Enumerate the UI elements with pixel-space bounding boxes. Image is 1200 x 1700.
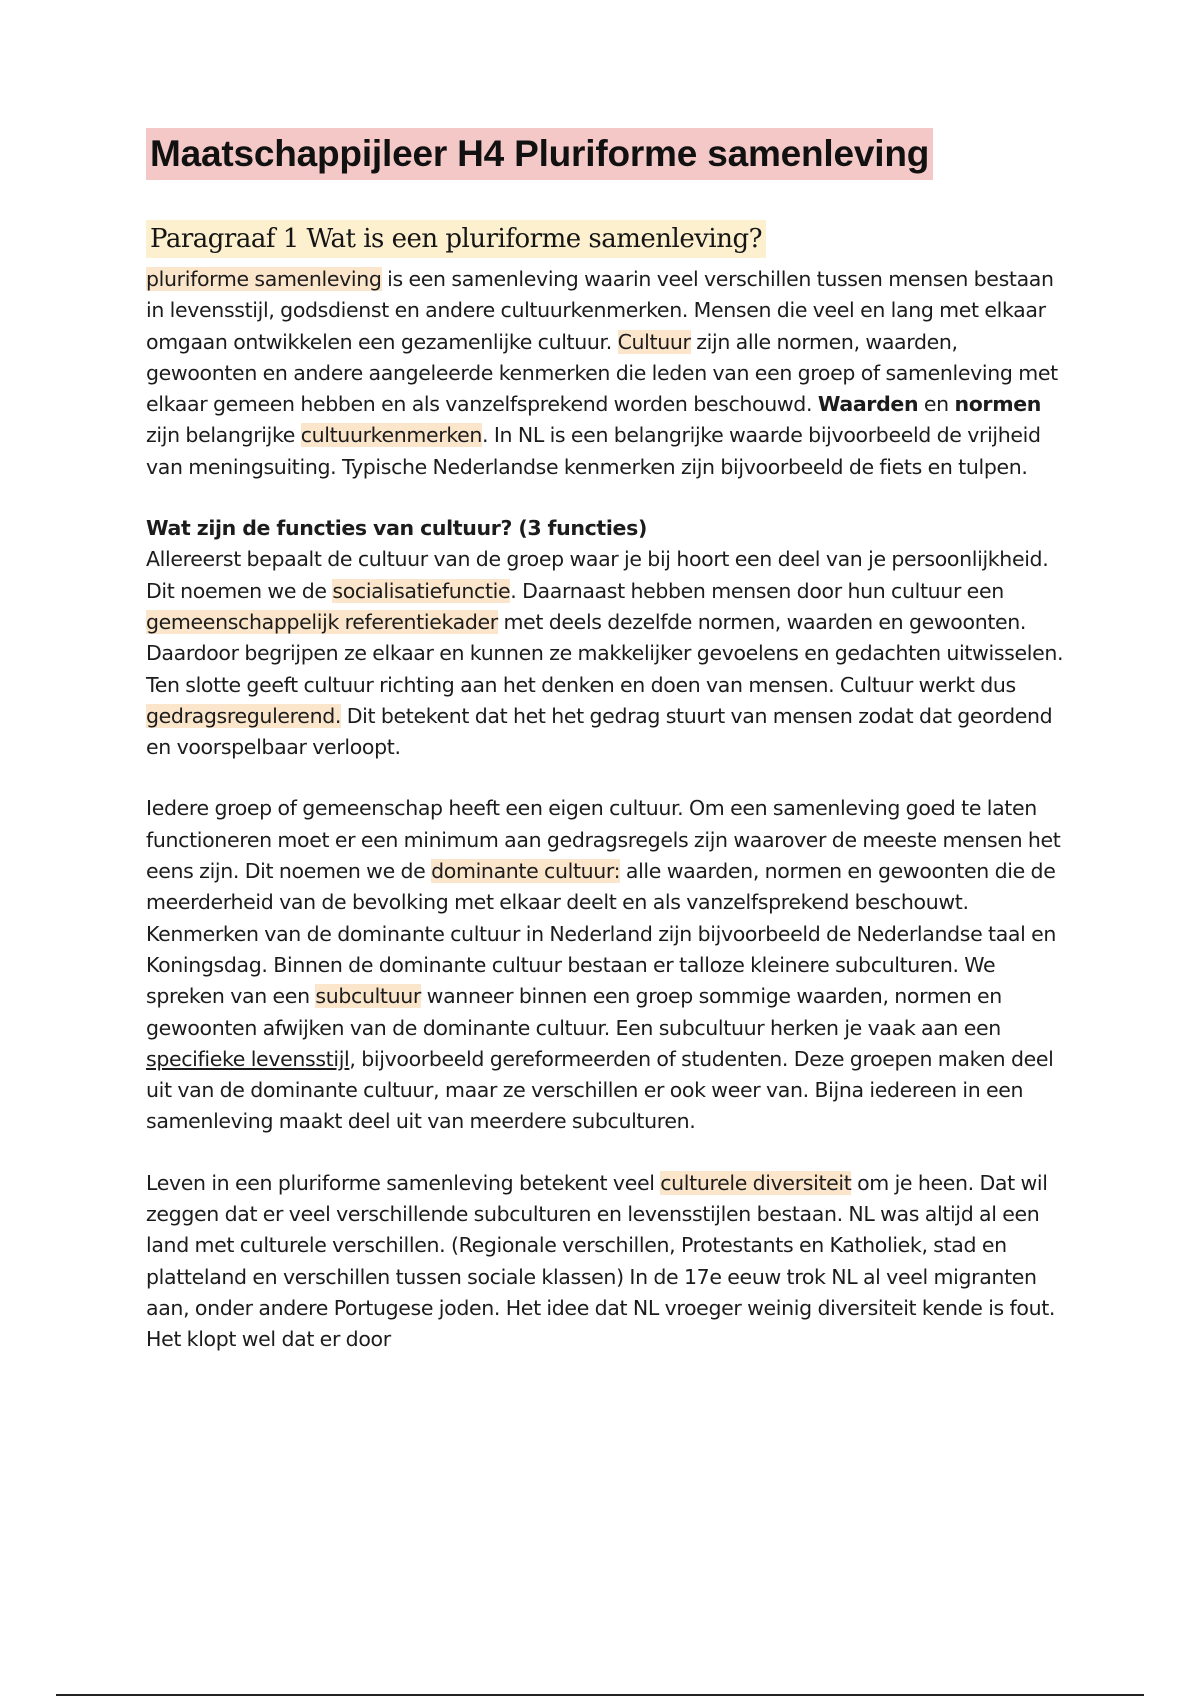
highlight-dominante-cultuur: dominante cultuur: — [431, 859, 621, 884]
functions-heading: Wat zijn de functies van cultuur? (3 functies) — [146, 516, 647, 541]
highlight-cultuurkenmerken: cultuurkenmerken — [300, 423, 483, 448]
paragraph-functies — [146, 544, 1066, 763]
paragraph-text: Leven in een pluriforme samenleving betekent veel — [146, 1170, 661, 1195]
highlight-referentiekader: gemeenschappelijk referentiekader — [146, 609, 498, 634]
paragraph-text: Allereerst bepaalt de cultuur van de groep waar je bij hoort een deel van je persoonlijkheid. Dit noemen we de — [146, 547, 1049, 603]
highlight-gedragsregulerend: gedragsregulerend. — [146, 703, 342, 728]
paragraph-text: Iedere groep of gemeenschap heeft een eigen cultuur. Om een samenleving goed te laten functioneren moet er een minimum aan gedragsregels zijn waarover de meeste mensen het eens zijn. Dit noemen we de — [146, 796, 1061, 884]
paragraph-text: met deels dezelfde normen, waarden en gewoonten. Daardoor begrijpen ze elkaar en kunnen ze makkelijker gevoelens en gedachten uitwisselen. Ten slotte geeft cultuur richting aan het denken en doen van mensen. Cultuur werkt dus — [146, 609, 1064, 697]
highlight-subcultuur: subcultuur — [315, 984, 421, 1009]
paragraph-text: om je heen. Dat wil zeggen dat er veel verschillende subculturen en levensstijlen bestaan. NL was altijd al een land met culturele verschillen. (Regionale verschillen, Protestants en Katholiek, stad en platteland en verschillen tussen sociale klassen) In de 17e eeuw trok NL al veel migranten aan, onder andere Portugese joden. Het idee dat NL vroeger weinig diversiteit kende is fout. Het klopt wel dat er door — [146, 1170, 1056, 1352]
paragraph-text: en — [918, 392, 955, 417]
document-title: Maatschappijleer H4 Pluriforme samenleving — [146, 128, 933, 180]
paragraph-text: , bijvoorbeeld gereformeerden of studenten. Deze groepen maken deel uit van de dominante cultuur, maar ze verschillen er ook weer van. Bijna iedereen in een samenleving maakt deel uit van meerdere subculturen. — [146, 1046, 1054, 1134]
paragraph-text: is een samenleving waarin veel verschillen tussen mensen bestaan in levensstijl, godsdienst en andere cultuurkenmerken. Mensen die veel en lang met elkaar omgaan ontwikkelen een gezamenlijke cultuur. — [146, 267, 1054, 354]
bold-waarden: Waarden — [817, 392, 919, 417]
paragraph-culturele-diversiteit — [146, 1168, 1066, 1356]
paragraph-text: zijn alle normen, waarden, gewoonten en andere aangeleerde kenmerken die leden van een groep of samenleving met elkaar gemeen hebben en als vanzelfsprekend worden beschouwd. — [146, 329, 1058, 417]
paragraph-pluriforme-samenleving — [146, 264, 1066, 483]
underline-specifieke-levensstijl: specifieke levensstijl — [146, 1046, 350, 1071]
paragraph-text: wanneer binnen een groep sommige waarden, normen en gewoonten afwijken van de dominante cultuur. Een subcultuur herken je vaak aan een — [146, 984, 1002, 1040]
highlight-socialisatiefunctie: socialisatiefunctie — [332, 578, 511, 603]
highlight-culturele-diversiteit: culturele diversiteit — [660, 1170, 852, 1195]
paragraph-text: alle waarden, normen en gewoonten die de meerderheid van de bevolking met elkaar deelt en als vanzelfsprekend beschouwt. Kenmerken van de dominante cultuur in Nederland zijn bijvoorbeeld de Nederlandse taal en Koningsdag. Binnen de dominante cultuur bestaan er talloze kleinere subculturen. We spreken van een — [146, 859, 1057, 1009]
paragraph-dominante-cultuur — [146, 793, 1066, 1137]
paragraph-text: . In NL is een belangrijke waarde bijvoorbeeld de vrijheid van meningsuiting. Typische Nederlandse kenmerken zijn bijvoorbeeld de fiets en tulpen. — [146, 423, 1041, 479]
paragraph-text: . Daarnaast hebben mensen door hun cultuur een — [510, 578, 1004, 603]
page-bottom-divider — [56, 1694, 1144, 1696]
highlight-cultuur: Cultuur — [617, 329, 691, 354]
section-heading: Paragraaf 1 Wat is een pluriforme samenleving? — [146, 220, 766, 258]
document-page — [146, 128, 1066, 1356]
paragraph-text: Dit betekent dat het het gedrag stuurt van mensen zodat dat geordend en voorspelbaar verloopt. — [146, 703, 1053, 760]
paragraph-text: zijn belangrijke — [146, 423, 301, 448]
highlight-pluriforme-samenleving: pluriforme samenleving — [146, 267, 382, 291]
bold-normen: normen — [954, 392, 1041, 417]
